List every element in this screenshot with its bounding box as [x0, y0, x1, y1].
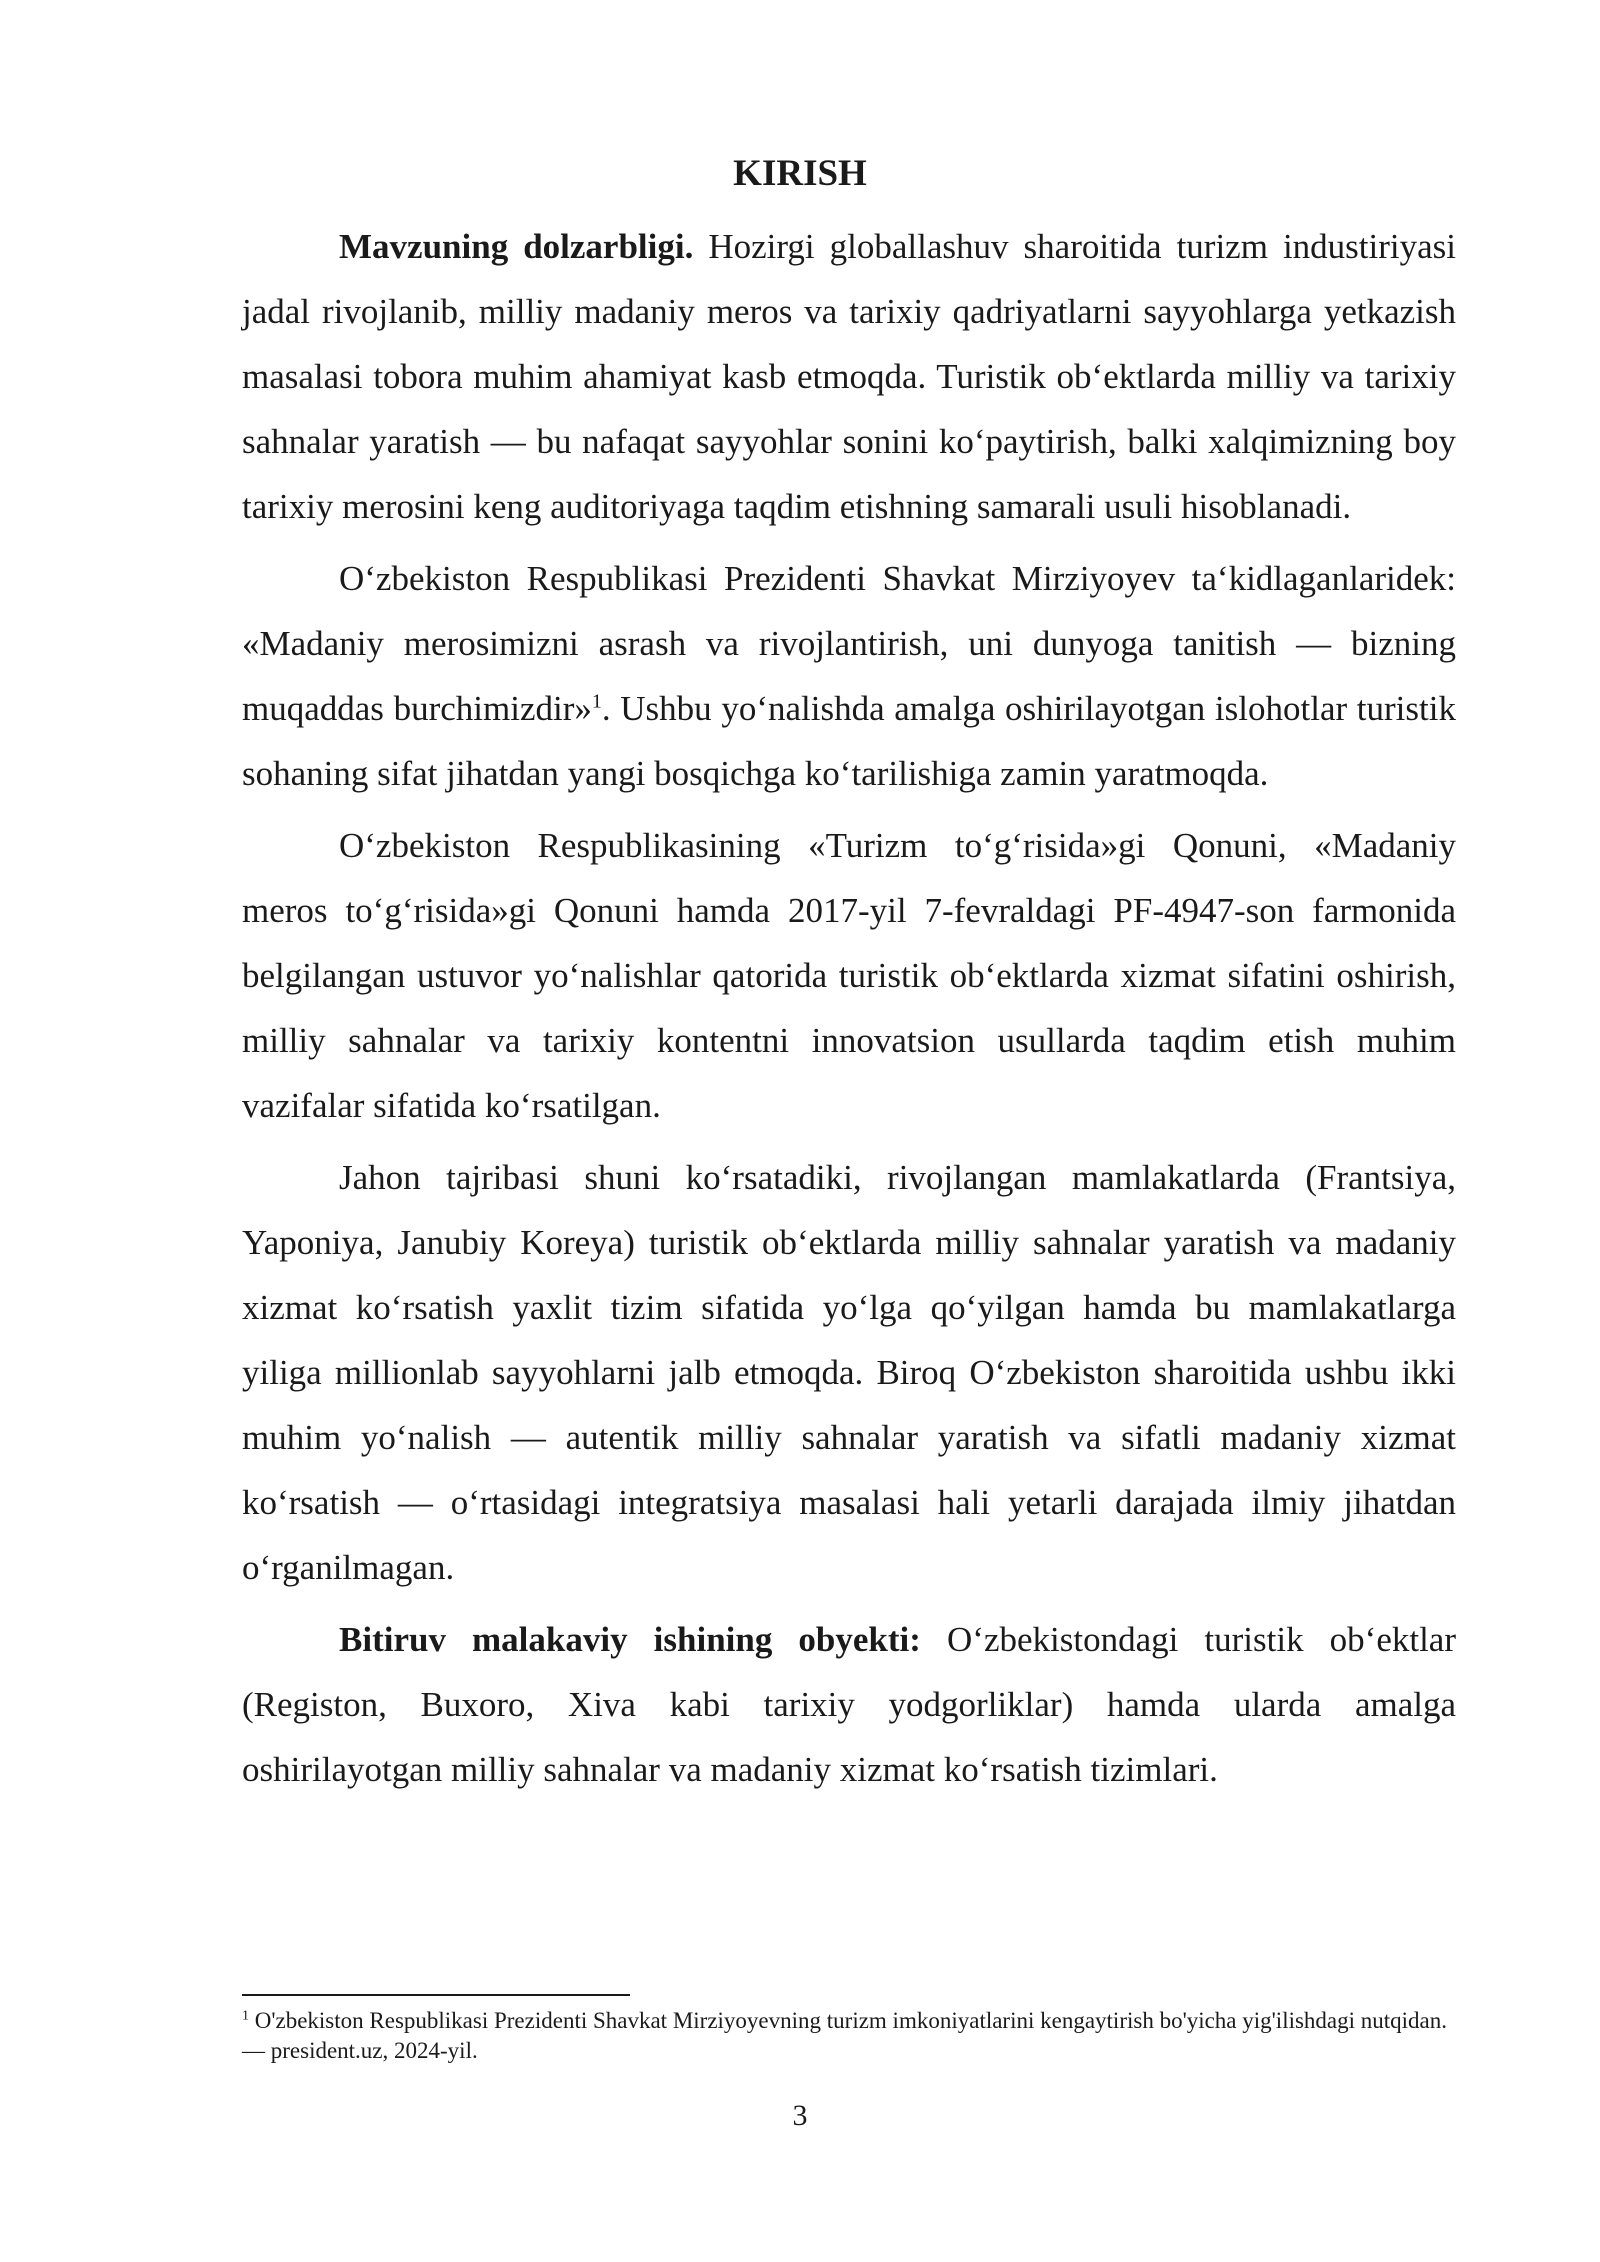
- paragraph-text: O‘zbekistondagi turistik ob‘ektlar (Registon, Buxoro, Xiva kabi tarixiy yodgorliklar) hamda ularda amalga oshirilayotgan milliy sahnalar va madaniy xizmat ko‘rsatish tizimlari.: [242, 1620, 1456, 1789]
- footnote-reference[interactable]: 1: [591, 690, 602, 713]
- paragraph-lead: Mavzuning dolzarbligi.: [339, 227, 694, 266]
- paragraph-text: O‘zbekiston Respublikasining «Turizm to‘g‘risida»gi Qonuni, «Madaniy meros to‘g‘risida»gi Qonuni hamda 2017-yil 7-fevraldagi PF-4947-son farmonida belgilangan ustuvor yo‘nalishlar qatorida turistik ob‘ektlarda xizmat sifatini oshirish, milliy sahnalar va tarixiy kontentni innovatsion usullarda taqdim etish muhim vazifalar sifatida ko‘rsatilgan.: [242, 826, 1456, 1125]
- footnote-marker: 1: [242, 2008, 249, 2024]
- page-number: 3: [792, 2099, 808, 2132]
- paragraph-president-quote: [242, 546, 1456, 806]
- body-text: [242, 214, 1456, 1809]
- paragraph-legal-basis: [242, 813, 1456, 1138]
- paragraph-text: . Ushbu yo‘nalishda amalga oshirilayotgan islohotlar turistik sohaning sifat jihatdan yangi bosqichga ko‘tarilishiga zamin yaratmoqda.: [242, 689, 1456, 793]
- paragraph-research-object: [242, 1607, 1456, 1802]
- paragraph-text: O‘zbekiston Respublikasi Prezidenti Shavkat Mirziyoyev ta‘kidlaganlaridek: «Madaniy merosimizni asrash va rivojlantirish, uni dunyoga tanitish — bizning muqaddas burchimizdir»: [242, 559, 1456, 728]
- paragraph-world-experience: [242, 1145, 1456, 1600]
- section-heading: KIRISH: [733, 153, 867, 194]
- footnote-separator: [242, 1994, 630, 1996]
- footnote: [242, 2006, 1456, 2066]
- paragraph-text: Hozirgi globallashuv sharoitida turizm industiriyasi jadal rivojlanib, milliy madaniy meros va tarixiy qadriyatlarni sayyohlarga yetkazish masalasi tobora muhim ahamiyat kasb etmoqda. Turistik ob‘ektlarda milliy va tarixiy sahnalar yaratish — bu nafaqat sayyohlar sonini ko‘paytirish, balki xalqimizning boy tarixiy merosini keng auditoriyaga taqdim etishning samarali usuli hisoblanadi.: [242, 227, 1457, 526]
- paragraph-lead: Bitiruv malakaviy ishining obyekti:: [339, 1620, 921, 1659]
- footnote-text: O'zbekiston Respublikasi Prezidenti Shavkat Mirziyoyevning turizm imkoniyatlarini kengaytirish bo'yicha yig'ilishdagi nutqidan. — president.uz, 2024-yil.: [242, 2008, 1448, 2063]
- paragraph-text: Jahon tajribasi shuni ko‘rsatadiki, rivojlangan mamlakatlarda (Frantsiya, Yaponiya, Janubiy Koreya) turistik ob‘ektlarda milliy sahnalar yaratish va madaniy xizmat ko‘rsatish yaxlit tizim sifatida yo‘lga qo‘yilgan hamda bu mamlakatlarga yiliga millionlab sayyohlarni jalb etmoqda. Biroq O‘zbekiston sharoitida ushbu ikki muhim yo‘nalish — autentik milliy sahnalar yaratish va sifatli madaniy xizmat ko‘rsatish — o‘rtasidagi integratsiya masalasi hali yetarli darajada ilmiy jihatdan o‘rganilmagan.: [242, 1158, 1456, 1587]
- paragraph-relevance: [242, 214, 1456, 539]
